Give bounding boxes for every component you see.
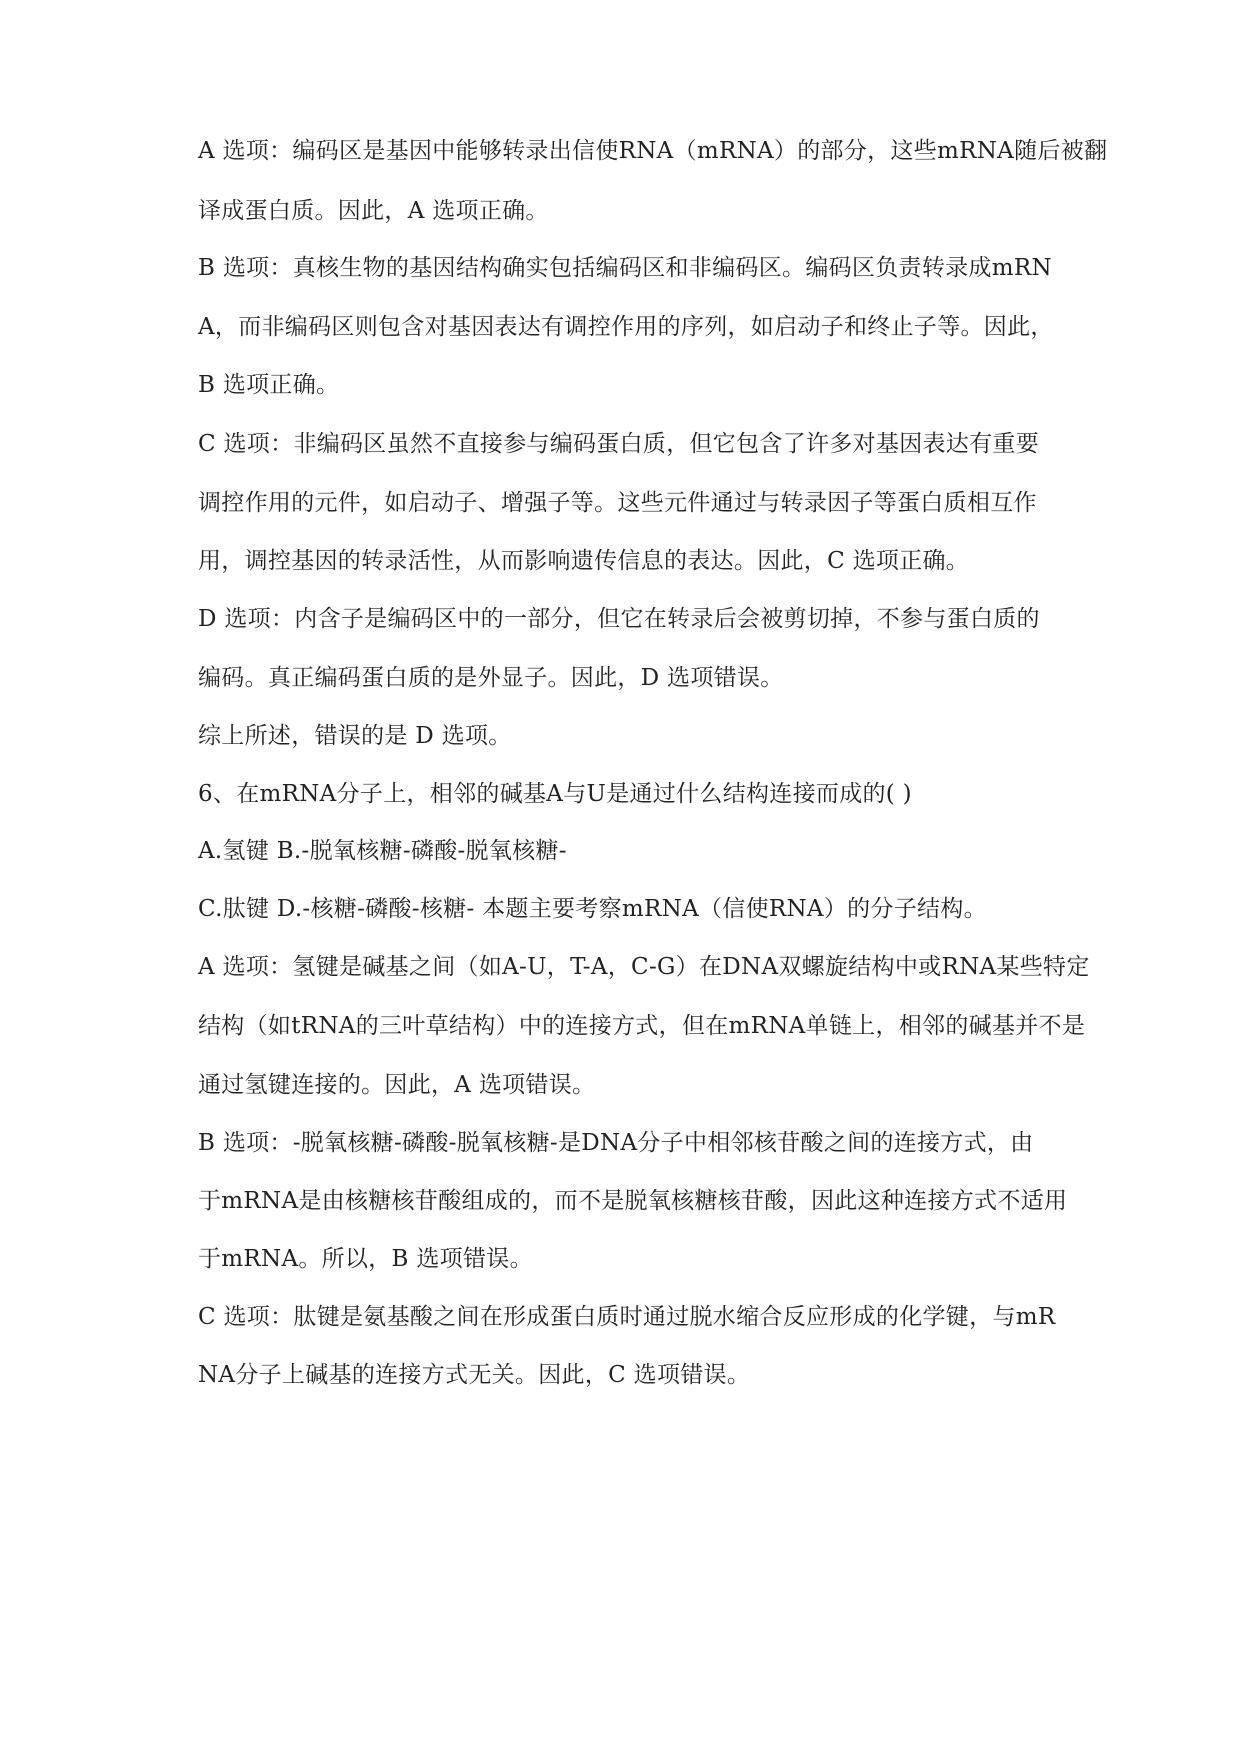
text-line: B 选项：真核生物的基因结构确实包括编码区和非编码区。编码区负责转录成mRN <box>198 255 1052 281</box>
text-line: 于mRNA。所以，B 选项错误。 <box>198 1246 533 1272</box>
text-line: 于mRNA是由核糖核苷酸组成的，而不是脱氧核糖核苷酸，因此这种连接方式不适用 <box>198 1188 1068 1214</box>
text-line: 用，调控基因的转录活性，从而影响遗传信息的表达。因此，C 选项正确。 <box>198 548 970 574</box>
text-line: 综上所述，错误的是 D 选项。 <box>198 723 512 749</box>
text-line: B 选项：-脱氧核糖-磷酸-脱氧核糖-是DNA分子中相邻核苷酸之间的连接方式，由 <box>198 1130 1034 1156</box>
text-line: A 选项：编码区是基因中能够转录出信使RNA（mRNA）的部分，这些mRNA随后被翻 <box>198 138 1108 164</box>
text-line: 编码。真正编码蛋白质的是外显子。因此，D 选项错误。 <box>198 665 784 691</box>
question-6-options-ab: A.氢键 B.-脱氧核糖-磷酸-脱氧核糖- <box>198 838 567 864</box>
text-line: 译成蛋白质。因此，A 选项正确。 <box>198 198 549 224</box>
question-6-stem: 6、在mRNA分子上，相邻的碱基A与U是通过什么结构连接而成的( ) <box>198 781 912 807</box>
text-line: B 选项正确。 <box>198 372 340 398</box>
text-line: A 选项：氢键是碱基之间（如A-U，T-A，C-G）在DNA双螺旋结构中或RNA某些特定 <box>198 954 1090 980</box>
question-6-options-cd: C.肽键 D.-核糖-磷酸-核糖- 本题主要考察mRNA（信使RNA）的分子结构。 <box>198 896 987 922</box>
text-line: NA分子上碱基的连接方式无关。因此，C 选项错误。 <box>198 1362 751 1388</box>
text-line: 调控作用的元件，如启动子、增强子等。这些元件通过与转录因子等蛋白质相互作 <box>198 490 1037 516</box>
text-line: C 选项：肽键是氨基酸之间在形成蛋白质时通过脱水缩合反应形成的化学键，与mR <box>198 1304 1056 1330</box>
text-line: 通过氢键连接的。因此，A 选项错误。 <box>198 1072 596 1098</box>
text-line: 结构（如tRNA的三叶草结构）中的连接方式，但在mRNA单链上，相邻的碱基并不是 <box>198 1013 1086 1039</box>
text-line: D 选项：内含子是编码区中的一部分，但它在转录后会被剪切掉，不参与蛋白质的 <box>198 606 1040 632</box>
text-line: C 选项：非编码区虽然不直接参与编码蛋白质，但它包含了许多对基因表达有重要 <box>198 431 1040 457</box>
text-line: A，而非编码区则包含对基因表达有调控作用的序列，如启动子和终止子等。因此， <box>198 314 1054 340</box>
